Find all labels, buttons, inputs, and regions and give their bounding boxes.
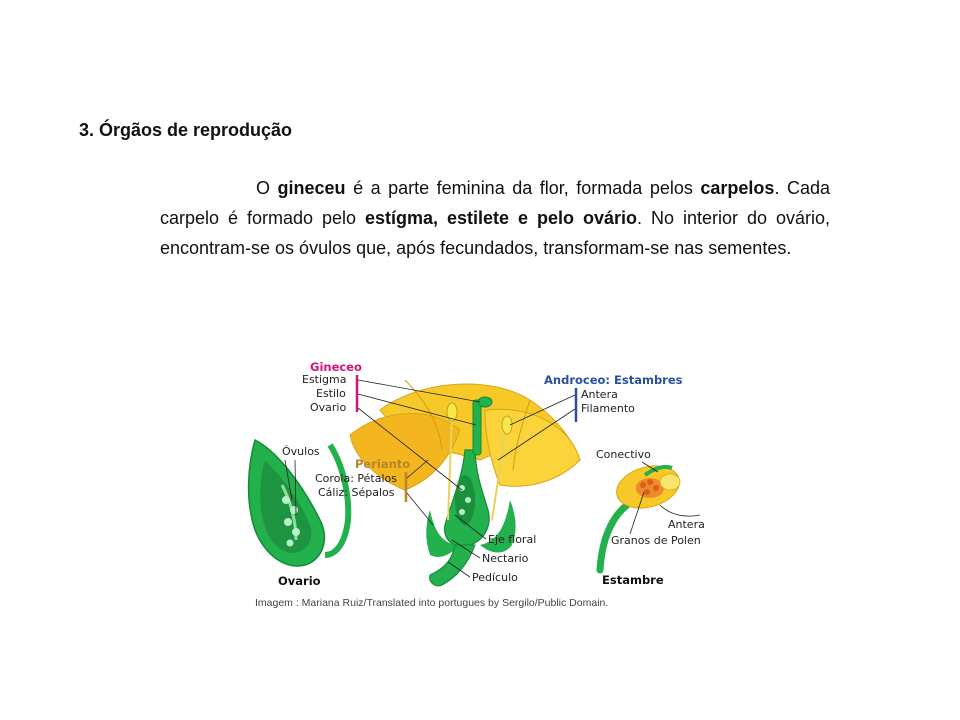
flower-diagram: [230, 350, 730, 595]
title-gineceo: Gineceo: [310, 360, 362, 374]
caption-estambre: Estambre: [602, 573, 664, 587]
label-ovulos: Óvulos: [282, 445, 320, 458]
text-run: é a parte feminina da flor, formada pelos: [345, 178, 701, 198]
image-credit: Imagem : Mariana Ruiz/Translated into portugues by Sergilo/Public Domain.: [255, 597, 609, 609]
label-granos-polen: Granos de Polen: [611, 534, 701, 547]
label-eje-floral: Eje floral: [488, 533, 537, 546]
text-run: O: [256, 178, 278, 198]
text-run: . No interior do ovário, encontram-se os óvulos que, após fecundados, transformam-se nas sementes.: [160, 208, 830, 258]
label-corola: Corola: Pétalos: [315, 472, 398, 485]
label-caliz: Cáliz: Sépalos: [318, 486, 395, 499]
text-run: . Cada carpelo é formado pelo: [160, 178, 830, 228]
label-estigma: Estigma: [302, 373, 347, 386]
stamen-illustration: [600, 459, 700, 570]
ovary-illustration: [249, 440, 349, 566]
bold-term-parts: estígma, estilete e pelo ovário: [365, 208, 638, 228]
label-pediculo: Pedículo: [472, 571, 518, 584]
caption-ovario: Ovario: [278, 574, 321, 588]
title-androceo: Androceo: Estambres: [544, 373, 683, 387]
label-filamento: Filamento: [581, 402, 635, 415]
body-paragraph: [160, 173, 830, 263]
label-estilo: Estilo: [316, 387, 346, 400]
label-nectario: Nectario: [482, 552, 529, 565]
label-conectivo: Conectivo: [596, 448, 651, 461]
title-perianto: Perianto: [355, 457, 411, 471]
label-antera-detail: Antera: [668, 518, 705, 531]
bold-term-carpelos: carpelos: [700, 178, 775, 198]
label-antera-top: Antera: [581, 388, 618, 401]
label-ovario-part: Ovario: [310, 401, 347, 414]
bold-term-gineceu: gineceu: [277, 178, 346, 198]
section-heading: 3. Órgãos de reprodução: [79, 120, 293, 140]
